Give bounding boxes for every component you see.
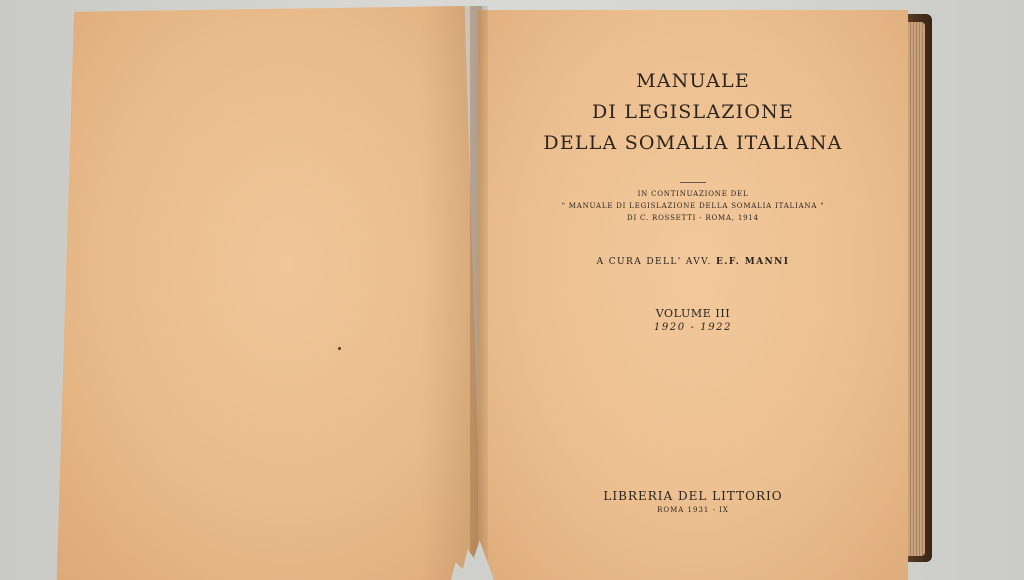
editor-credit <box>478 257 908 267</box>
title-divider <box>680 182 706 183</box>
page-stack-edge <box>905 22 925 556</box>
editor-name: E.F. MANNI <box>716 257 790 267</box>
publisher-name: LIBRERIA DEL LITTORIO <box>603 489 783 503</box>
title-line-2: DI LEGISLAZIONE <box>591 101 795 123</box>
continuation-line-3: DI C. ROSSETTI - ROMA, 1914 <box>627 214 759 222</box>
continuation-line-1: IN CONTINUAZIONE DEL <box>637 190 749 198</box>
left-blank-page <box>48 6 482 580</box>
paper-spot <box>338 347 341 350</box>
title-line-3: DELLA SOMALIA ITALIANA <box>543 132 843 154</box>
continuation-note <box>478 188 908 224</box>
editor-prefix: A CURA DELL' AVV. <box>596 257 712 267</box>
volume-label: VOLUME III <box>655 307 731 320</box>
title-line-1: MANUALE <box>636 70 750 92</box>
continuation-line-2: " MANUALE DI LEGISLAZIONE DELLA SOMALIA ITALIANA " <box>561 202 825 210</box>
publication-place-year: ROMA 1931 - IX <box>657 506 729 514</box>
book-title <box>478 66 908 159</box>
volume-years: 1920 - 1922 <box>653 322 733 333</box>
